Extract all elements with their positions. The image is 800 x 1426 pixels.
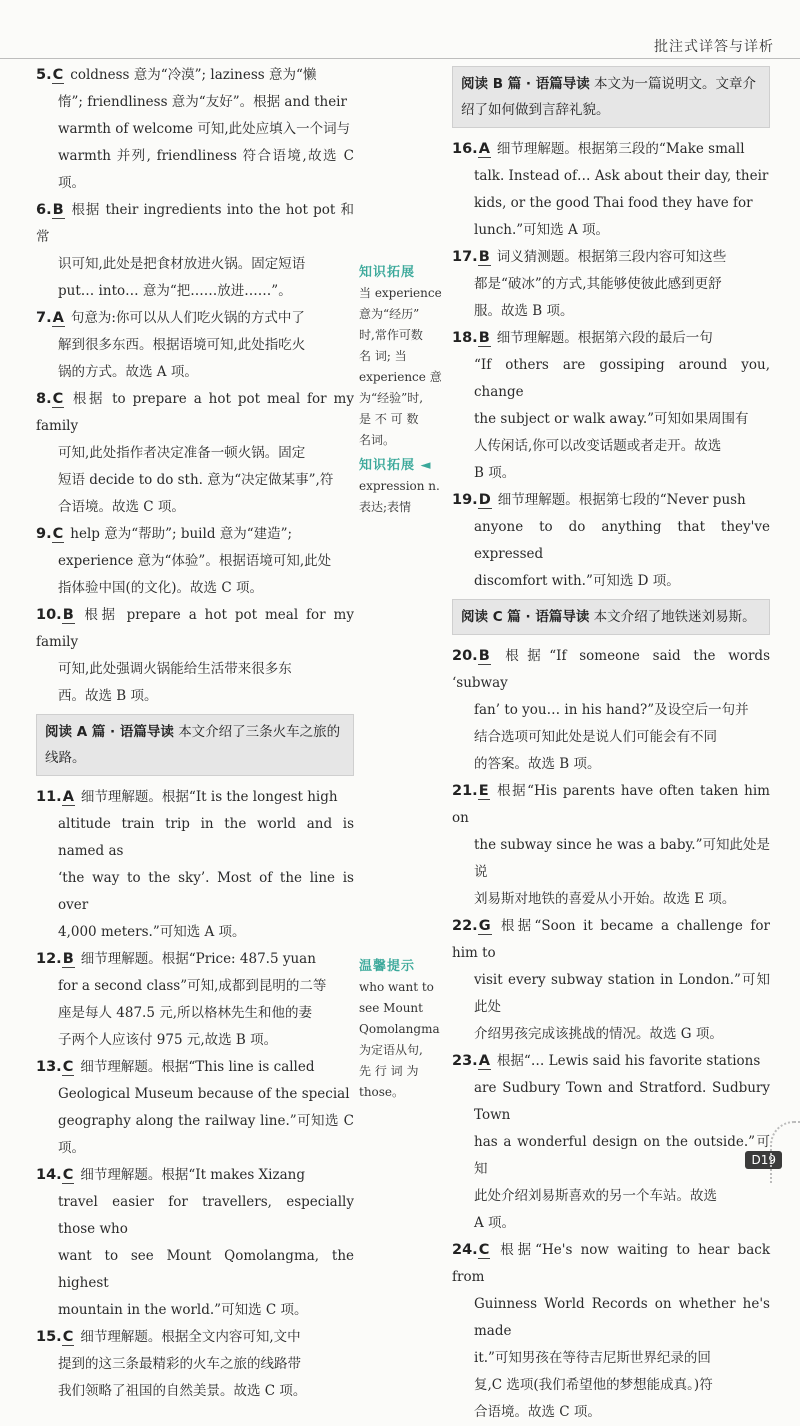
side-note-line: 为“经验”时, <box>359 391 424 405</box>
answer-line <box>452 271 770 298</box>
answer-letter: A <box>62 789 74 805</box>
answer-item <box>36 62 354 197</box>
answer-line <box>36 946 354 973</box>
answer-text: 结合选项可知此处是说人们可能会有不同 <box>474 729 717 745</box>
answer-text: 指体验中国(的文化)。故选 C 项。 <box>58 580 263 596</box>
answer-line <box>36 1000 354 1027</box>
answer-text: 根据 prepare a hot pot meal for my family <box>36 607 354 650</box>
answer-letter: B <box>62 607 74 623</box>
answer-text: the subject or walk away.”可知如果周围有 <box>474 411 749 427</box>
answer-item <box>36 1324 354 1405</box>
answer-text: 西。故选 B 项。 <box>58 688 158 704</box>
answer-line <box>452 298 770 325</box>
answer-line <box>36 1351 354 1378</box>
answer-line <box>36 784 354 811</box>
question-number: 10. <box>36 607 62 623</box>
side-note-tip <box>359 956 445 1103</box>
answer-line <box>452 751 770 778</box>
reading-b-label: 阅读 B 篇 · 语篇导读 <box>461 76 590 92</box>
answer-text: 座是每人 487.5 元,所以格林先生和他的妻 <box>58 1005 313 1021</box>
answer-text: 提到的这三条最精彩的火车之旅的线路带 <box>58 1356 301 1372</box>
answer-text: 服。故选 B 项。 <box>474 303 574 319</box>
answer-text: want to see Mount Qomolangma, the highest <box>58 1248 354 1291</box>
answer-item <box>36 784 354 946</box>
reading-c-label: 阅读 C 篇 · 语篇导读 <box>461 609 590 625</box>
side-note-line: expression n. <box>359 479 440 493</box>
answer-line <box>452 1075 770 1129</box>
answer-text: are Sudbury Town and Stratford. Sudbury Town <box>474 1080 770 1123</box>
answer-line <box>36 440 354 467</box>
question-number: 16. <box>452 141 478 157</box>
question-number: 14. <box>36 1167 62 1183</box>
answer-line <box>452 1372 770 1399</box>
reading-a-text: 本文介绍了三条火车之旅的线路。 <box>45 724 341 766</box>
side-note-2-title: 知识拓展 ◄ <box>359 458 432 473</box>
answer-letter: C <box>52 526 64 542</box>
answer-line <box>36 62 354 89</box>
answer-text: 细节理解题。根据第七段的“Never push <box>497 492 746 508</box>
answer-text: 此处介绍刘易斯喜欢的另一个车站。故选 <box>474 1188 717 1204</box>
answer-text: B 项。 <box>474 465 516 481</box>
answer-text: 的答案。故选 B 项。 <box>474 756 601 772</box>
reading-a-label: 阅读 A 篇 · 语篇导读 <box>45 724 174 740</box>
corner-decoration <box>770 1121 800 1183</box>
question-number: 24. <box>452 1242 478 1258</box>
answer-item <box>36 602 354 710</box>
reading-b-text: 本文为一篇说明文。文章介绍了如何做到言辞礼貌。 <box>461 76 757 118</box>
answer-line <box>36 197 354 251</box>
answer-line <box>36 1378 354 1405</box>
answer-letter: B <box>62 951 74 967</box>
answer-line <box>36 305 354 332</box>
answer-line <box>452 1399 770 1426</box>
answer-letter: C <box>62 1167 74 1183</box>
answer-item <box>36 1054 354 1162</box>
answer-line <box>36 1054 354 1081</box>
side-note-knowledge-1 <box>359 262 445 518</box>
answer-line <box>452 244 770 271</box>
answer-line <box>36 973 354 1000</box>
answer-line <box>452 460 770 487</box>
answer-text: experience 意为“体验”。根据语境可知,此处 <box>58 553 332 569</box>
answer-line <box>452 433 770 460</box>
answer-line <box>36 1108 354 1162</box>
answer-letter: B <box>478 249 490 265</box>
answer-text: kids, or the good Thai food they have for <box>474 195 753 211</box>
answer-letter: A <box>478 1053 490 1069</box>
answer-line <box>452 1129 770 1183</box>
answer-letter: B <box>478 648 490 664</box>
answer-text: for a second class”可知,成都到昆明的二等 <box>58 978 327 994</box>
question-number: 22. <box>452 918 478 934</box>
answer-line <box>452 487 770 514</box>
answer-text: 细节理解题。根据“It is the longest high <box>80 789 338 805</box>
question-number: 13. <box>36 1059 62 1075</box>
answer-text: 细节理解题。根据“It makes Xizang <box>80 1167 305 1183</box>
answer-text: the subway since he was a baby.”可知此处是说 <box>474 837 770 880</box>
side-note-line: who want to <box>359 980 434 994</box>
answer-text: visit every subway station in London.”可知此处 <box>474 972 770 1015</box>
answer-item <box>452 244 770 325</box>
answer-line <box>36 1081 354 1108</box>
question-number: 7. <box>36 310 52 326</box>
answer-line <box>36 359 354 386</box>
right-column <box>452 62 770 1426</box>
answer-line <box>36 865 354 919</box>
left-column <box>36 62 354 1405</box>
side-note-3-title: 温馨提示 <box>359 959 416 974</box>
answer-item <box>452 913 770 1048</box>
answer-letter: B <box>478 330 490 346</box>
answer-item <box>452 1237 770 1426</box>
answer-text: 根据“Soon it became a challenge for him to <box>452 918 770 961</box>
answer-line <box>36 683 354 710</box>
side-note-line: experience 意 <box>359 370 442 384</box>
question-number: 21. <box>452 783 478 799</box>
answer-text: 句意为:你可以从人们吃火锅的方式中了 <box>70 310 305 326</box>
answer-line <box>452 967 770 1021</box>
answer-text: 人传闲话,你可以改变话题或者走开。故选 <box>474 438 722 454</box>
answer-text: 子两个人应该付 975 元,故选 B 项。 <box>58 1032 278 1048</box>
answer-line <box>452 136 770 163</box>
answer-text: it.”可知男孩在等待吉尼斯世界纪录的回 <box>474 1350 711 1366</box>
answer-line <box>452 778 770 832</box>
answer-text: 介绍男孩完成该挑战的情况。故选 G 项。 <box>474 1026 723 1042</box>
answer-text: coldness 意为“冷漠”; laziness 意为“懒 <box>70 67 317 83</box>
side-note-1-title: 知识拓展 <box>359 265 416 280</box>
answer-item <box>36 521 354 602</box>
answer-text: travel easier for travellers, especially those who <box>58 1194 354 1237</box>
answer-text: 细节理解题。根据第三段的“Make small <box>496 141 745 157</box>
answer-item <box>452 1048 770 1237</box>
answer-line <box>36 602 354 656</box>
answer-line <box>452 1048 770 1075</box>
answer-line <box>452 1345 770 1372</box>
answer-text: 根据 to prepare a hot pot meal for my family <box>36 391 354 434</box>
answer-text: Geological Museum because of the special <box>58 1086 350 1102</box>
answer-text: 根据“If someone said the words ‘subway <box>452 648 770 691</box>
answer-text: 根据“His parents have often taken him on <box>452 783 770 826</box>
answer-line <box>452 697 770 724</box>
answer-item <box>36 305 354 386</box>
question-number: 20. <box>452 648 478 664</box>
answer-line <box>36 1324 354 1351</box>
answer-text: 都是“破冰”的方式,其能够使彼此感到更舒 <box>474 276 722 292</box>
answer-line <box>36 143 354 197</box>
reading-a-box <box>36 714 354 776</box>
answer-line <box>452 913 770 967</box>
answer-text: geography along the railway line.”可知选 C 项。 <box>58 1113 354 1156</box>
answer-text: mountain in the world.”可知选 C 项。 <box>58 1302 308 1318</box>
reading-c-text: 本文介绍了地铁迷刘易斯。 <box>593 609 756 625</box>
answer-text: 根据“He's now waiting to hear back from <box>452 1242 770 1285</box>
answer-letter: C <box>62 1059 74 1075</box>
answer-text: 可知,此处强调火锅能给生活带来很多东 <box>58 661 292 677</box>
side-note-line: see Mount <box>359 1001 423 1015</box>
answer-line <box>36 467 354 494</box>
answer-item <box>36 197 354 305</box>
answer-line <box>36 1162 354 1189</box>
answer-line <box>36 919 354 946</box>
side-note-line: 名 词; 当 <box>359 349 407 363</box>
answer-text: 复,C 选项(我们希望他的梦想能成真。)符 <box>474 1377 713 1393</box>
question-number: 9. <box>36 526 52 542</box>
answer-line <box>36 332 354 359</box>
answer-line <box>452 352 770 406</box>
answer-letter: E <box>478 783 489 799</box>
side-note-line: 当 experience <box>359 286 442 300</box>
answer-line <box>452 724 770 751</box>
answer-line <box>36 521 354 548</box>
header-rule <box>0 58 800 59</box>
answer-line <box>36 548 354 575</box>
answer-item <box>36 946 354 1054</box>
answer-line <box>452 190 770 217</box>
side-note-line: 表达;表情 <box>359 500 412 514</box>
answer-text: warmth 并列, friendliness 符合语境,故选 C 项。 <box>58 148 354 191</box>
answer-item <box>452 325 770 487</box>
answer-line <box>36 811 354 865</box>
answer-line <box>452 163 770 190</box>
answer-line <box>36 1027 354 1054</box>
answer-text: 刘易斯对地铁的喜爱从小开始。故选 E 项。 <box>474 891 736 907</box>
answer-text: 细节理解题。根据第六段的最后一句 <box>496 330 713 346</box>
answer-item <box>452 778 770 913</box>
answer-letter: A <box>52 310 64 326</box>
answer-text: 锅的方式。故选 A 项。 <box>58 364 198 380</box>
answer-line <box>36 1189 354 1243</box>
answer-text: 惰”; friendliness 意为“友好”。根据 and their <box>58 94 347 110</box>
answer-text: Guinness World Records on whether he's made <box>474 1296 770 1339</box>
answer-line <box>452 832 770 886</box>
answer-line <box>36 116 354 143</box>
answer-text: 可知,此处指作者决定准备一顿火锅。固定 <box>58 445 306 461</box>
answer-item <box>36 1162 354 1324</box>
answer-line <box>452 325 770 352</box>
answer-line <box>452 217 770 244</box>
answer-text: 4,000 meters.”可知选 A 项。 <box>58 924 246 940</box>
side-note-line: 为定语从句, <box>359 1043 423 1057</box>
answer-line <box>36 278 354 305</box>
page-number: D19 <box>745 1151 782 1169</box>
answer-text: A 项。 <box>474 1215 516 1231</box>
answer-text: anyone to do anything that they've expressed <box>474 519 770 562</box>
answer-text: 细节理解题。根据“Price: 487.5 yuan <box>80 951 316 967</box>
question-number: 8. <box>36 391 52 407</box>
answer-text: 根据 their ingredients into the hot pot 和常 <box>36 202 354 245</box>
answer-text: discomfort with.”可知选 D 项。 <box>474 573 680 589</box>
answer-text: fan’ to you… in his hand?”及设空后一句并 <box>474 702 749 718</box>
answer-line <box>452 568 770 595</box>
answer-line <box>36 1243 354 1297</box>
answer-text: 短语 decide to do sth. 意为“决定做某事”,符 <box>58 472 334 488</box>
side-note-line: 名词。 <box>359 433 396 447</box>
answer-line <box>452 1021 770 1048</box>
answer-text: 细节理解题。根据全文内容可知,文中 <box>80 1329 301 1345</box>
answer-letter: C <box>62 1329 74 1345</box>
side-note-line: 意为“经历” <box>359 307 420 321</box>
answer-letter: B <box>52 202 64 218</box>
answer-text: help 意为“帮助”; build 意为“建造”; <box>70 526 293 542</box>
side-note-line: Qomolangma <box>359 1022 440 1036</box>
side-note-line: 是 不 可 数 <box>359 412 419 426</box>
question-number: 15. <box>36 1329 62 1345</box>
answer-text: 合语境。故选 C 项。 <box>474 1404 601 1420</box>
answer-line <box>452 514 770 568</box>
question-number: 19. <box>452 492 478 508</box>
question-number: 18. <box>452 330 478 346</box>
answer-line <box>452 406 770 433</box>
answer-text: ‘the way to the sky’. Most of the line is over <box>58 870 354 913</box>
question-number: 11. <box>36 789 62 805</box>
answer-letter: C <box>52 67 64 83</box>
answer-line <box>452 1237 770 1291</box>
answer-letter: C <box>478 1242 490 1258</box>
answer-item <box>452 136 770 244</box>
answer-line <box>36 575 354 602</box>
answer-text: lunch.”可知选 A 项。 <box>474 222 609 238</box>
answer-text: 根据“… Lewis said his favorite stations <box>496 1053 761 1069</box>
answer-text: talk. Instead of… Ask about their day, their <box>474 168 769 184</box>
answer-letter: A <box>478 141 490 157</box>
answer-line <box>36 386 354 440</box>
answer-line <box>452 886 770 913</box>
answer-line <box>36 89 354 116</box>
question-number: 17. <box>452 249 478 265</box>
side-note-line: 先 行 词 为 <box>359 1064 419 1078</box>
question-number: 6. <box>36 202 52 218</box>
answer-line <box>452 1291 770 1345</box>
answer-text: “If others are gossiping around you, change <box>474 357 770 400</box>
reading-b-box <box>452 66 770 128</box>
answer-line <box>36 1297 354 1324</box>
header-title: 批注式详答与详析 <box>654 39 774 55</box>
answer-line <box>452 1183 770 1210</box>
answer-item <box>452 487 770 595</box>
answer-letter: C <box>52 391 64 407</box>
arrow-left-icon: ◄ <box>420 458 432 473</box>
answer-line <box>452 1210 770 1237</box>
answer-text: has a wonderful design on the outside.”可知 <box>474 1134 770 1177</box>
question-number: 5. <box>36 67 52 83</box>
answer-text: put… into… 意为“把……放进……”。 <box>58 283 292 299</box>
answer-letter: D <box>478 492 491 508</box>
side-note-line: 时,常作可数 <box>359 328 423 342</box>
question-number: 12. <box>36 951 62 967</box>
answer-text: 词义猜测题。根据第三段内容可知这些 <box>496 249 727 265</box>
reading-c-box <box>452 599 770 635</box>
answer-item <box>36 386 354 521</box>
answer-line <box>36 251 354 278</box>
answer-text: 合语境。故选 C 项。 <box>58 499 185 515</box>
answer-item <box>452 643 770 778</box>
answer-letter: G <box>478 918 491 934</box>
answer-line <box>36 656 354 683</box>
answer-text: 识可知,此处是把食材放进火锅。固定短语 <box>58 256 306 272</box>
answer-text: 细节理解题。根据“This line is called <box>80 1059 315 1075</box>
answer-text: 我们领略了祖国的自然美景。故选 C 项。 <box>58 1383 307 1399</box>
answer-text: warmth of welcome 可知,此处应填入一个词与 <box>58 121 351 137</box>
answer-text: 解到很多东西。根据语境可知,此处指吃火 <box>58 337 306 353</box>
answer-text: altitude train trip in the world and is named as <box>58 816 354 859</box>
answer-line <box>452 643 770 697</box>
side-note-line: those。 <box>359 1085 405 1099</box>
answer-line <box>36 494 354 521</box>
question-number: 23. <box>452 1053 478 1069</box>
